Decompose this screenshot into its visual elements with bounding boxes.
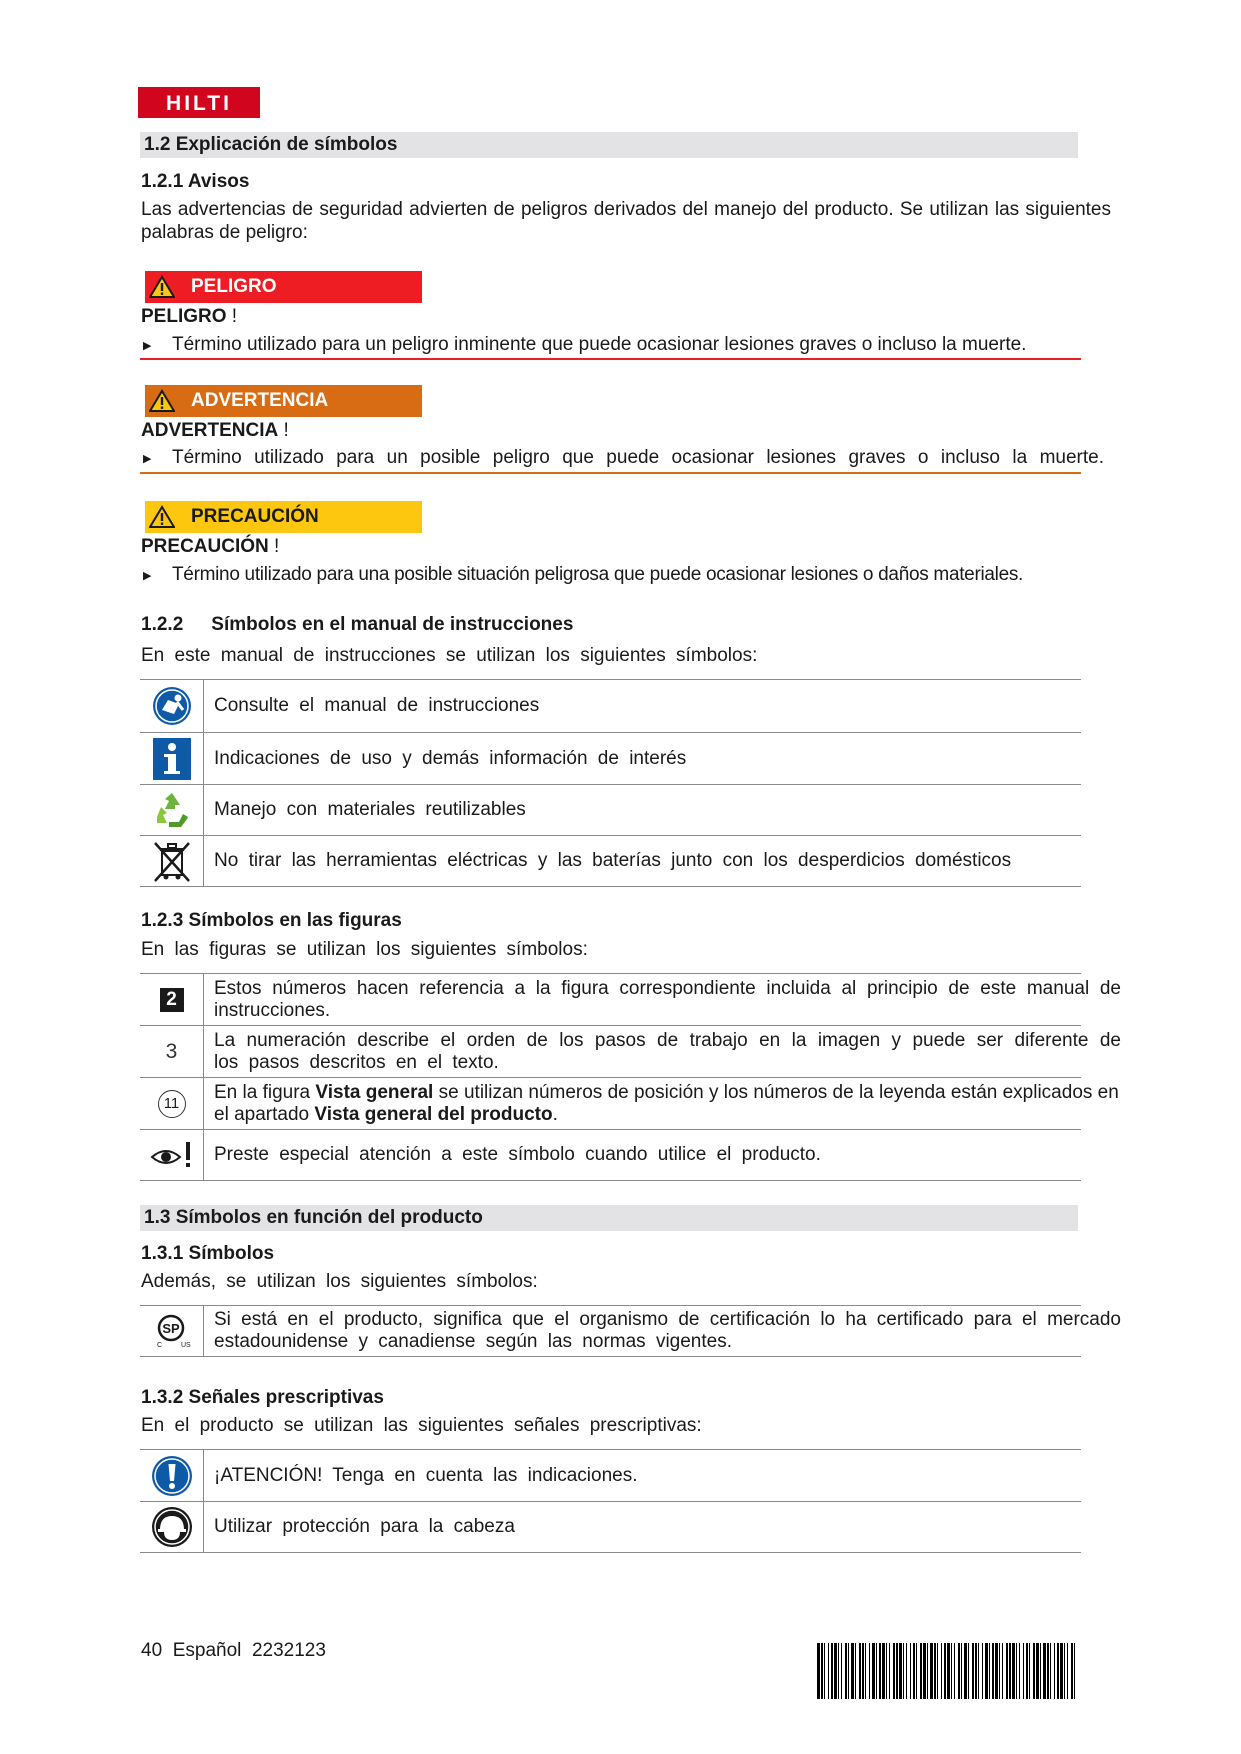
- barcode-bar: [903, 1643, 904, 1699]
- barcode-bar: [1043, 1643, 1046, 1699]
- signal-banner-warning: [145, 385, 422, 417]
- paragraph-manual-symbols: En este manual de instrucciones se utilizan los siguientes símbolos:: [141, 645, 758, 666]
- barcode-bar: [834, 1643, 837, 1699]
- page-footer: [141, 1640, 326, 1662]
- table-row: [140, 1129, 1081, 1181]
- table-row: [140, 679, 1081, 732]
- hilti-logo: [138, 87, 260, 118]
- svg-text:SP: SP: [161, 1321, 180, 1336]
- barcode-bar: [951, 1643, 952, 1699]
- barcode-bar: [1064, 1643, 1065, 1699]
- table-row: [140, 1449, 1081, 1501]
- table-row: [140, 1077, 1119, 1129]
- signal-banner-caution: [145, 501, 422, 533]
- divider-danger: [140, 358, 1081, 360]
- barcode-bar: [848, 1643, 849, 1699]
- signal-label: PELIGRO: [191, 276, 277, 297]
- table-cell-text: ¡ATENCIÓN! Tenga en cuenta las indicaciones.: [214, 1464, 638, 1486]
- barcode-bar: [906, 1643, 907, 1699]
- barcode-bar: [927, 1643, 928, 1699]
- table-row: [140, 1305, 1121, 1357]
- barcode-bar: [1050, 1643, 1051, 1699]
- barcode-bar: [1057, 1643, 1059, 1699]
- barcode-bar: [838, 1643, 839, 1699]
- barcode-bar: [896, 1643, 898, 1699]
- heading-1-2-2: 1.2.2 Símbolos en el manual de instrucciones: [141, 614, 574, 635]
- table-cell-text: Estos números hacen referencia a la figura correspondiente incluida al principio de este manual de instrucciones.: [214, 977, 1121, 1021]
- barcode-bar: [968, 1643, 969, 1699]
- figure-number-box-icon: 2: [160, 988, 184, 1012]
- barcode-bar: [1067, 1643, 1068, 1699]
- table-cell-text: En la figura Vista general se utilizan números de posición y los números de la leyenda están explicados en el apartado Vista general del producto.: [214, 1081, 1119, 1125]
- barcode-bar: [821, 1643, 823, 1699]
- step-number-icon: 3: [165, 1039, 178, 1063]
- barcode-bar: [889, 1643, 890, 1699]
- section-heading-1-3: 1.3 Símbolos en función del producto: [140, 1205, 1078, 1231]
- csa-certification-icon: [152, 1311, 192, 1351]
- barcode-bar: [872, 1643, 875, 1699]
- table-row: [140, 1501, 1081, 1553]
- barcode-bar: [841, 1643, 842, 1699]
- heading-1-2-3: 1.2.3 Símbolos en las figuras: [141, 910, 402, 931]
- footer-language: Español: [172, 1640, 242, 1661]
- table-row: [140, 835, 1081, 887]
- bullet-triangle-icon: ▶: [143, 453, 152, 465]
- barcode-bar: [1019, 1643, 1020, 1699]
- barcode-bar: [978, 1643, 979, 1699]
- table-row: [140, 732, 1081, 784]
- barcode-bar: [862, 1643, 864, 1699]
- recycle-icon: [151, 789, 193, 831]
- barcode-bar: [975, 1643, 977, 1699]
- barcode-bar: [958, 1643, 960, 1699]
- info-icon: [152, 737, 192, 781]
- warning-triangle-icon: [149, 275, 175, 299]
- barcode-bar: [947, 1643, 950, 1699]
- barcode-bar: [916, 1643, 917, 1699]
- barcode-bar: [1012, 1643, 1015, 1699]
- crossed-bin-icon: [151, 839, 193, 883]
- heading-1-3-2: 1.3.2 Señales prescriptivas: [141, 1387, 384, 1408]
- barcode-bar: [972, 1643, 974, 1699]
- divider-warning: [140, 472, 1081, 474]
- barcode-bar: [989, 1643, 990, 1699]
- barcode-bar: [879, 1643, 881, 1699]
- barcode-bar: [865, 1643, 866, 1699]
- barcode-bar: [869, 1643, 870, 1699]
- svg-text:US: US: [180, 1342, 191, 1349]
- barcode-bar: [941, 1643, 942, 1699]
- table-row: [140, 1025, 1121, 1077]
- warning-triangle-icon: [149, 505, 175, 529]
- barcode-bar: [1033, 1643, 1035, 1699]
- barcode-bar: [910, 1643, 911, 1699]
- barcode-bar: [923, 1643, 926, 1699]
- barcode-bar: [982, 1643, 983, 1699]
- signal-word-warning: ADVERTENCIA !: [141, 420, 289, 441]
- table-cell-text: Manejo con materiales reutilizables: [214, 799, 526, 820]
- barcode-bar: [995, 1643, 998, 1699]
- logo-text: HILTI: [166, 92, 232, 115]
- barcode-bar: [913, 1643, 915, 1699]
- footer-doc-number: 2232123: [251, 1640, 326, 1661]
- signal-word-caution: PRECAUCIÓN !: [141, 536, 280, 557]
- barcode-bar: [1023, 1643, 1024, 1699]
- paragraph-mandatory-signs: En el producto se utilizan las siguientes señales prescriptivas:: [141, 1415, 702, 1436]
- table-row: [140, 973, 1121, 1025]
- table-cell-text: No tirar las herramientas eléctricas y las baterías junto con los desperdicios domésticos: [214, 850, 1012, 871]
- barcode-bar: [893, 1643, 895, 1699]
- barcode-bar: [954, 1643, 955, 1699]
- barcode-bar: [1026, 1643, 1028, 1699]
- svg-text:C: C: [156, 1342, 162, 1349]
- barcode-bar: [1060, 1643, 1063, 1699]
- barcode-bar: [817, 1643, 820, 1699]
- table-cell-text: Preste especial atención a este símbolo cuando utilice el producto.: [214, 1144, 821, 1165]
- position-number-circle-icon: 11: [158, 1090, 186, 1118]
- barcode-bar: [876, 1643, 877, 1699]
- heading-1-2-1: 1.2.1 Avisos: [141, 171, 250, 192]
- table-cell-text: Si está en el producto, significa que el organismo de certificación lo ha certificado para el mercado estadounidense y canadiense según las normas vigentes.: [214, 1309, 1121, 1352]
- table-cell-text: Indicaciones de uso y demás información de interés: [214, 747, 687, 769]
- barcode-bar: [920, 1643, 922, 1699]
- bullet-triangle-icon: ▶: [143, 340, 152, 352]
- signal-word-danger: PELIGRO !: [141, 306, 238, 327]
- barcode-bar: [899, 1643, 902, 1699]
- barcode-bar: [930, 1643, 933, 1699]
- signal-label: PRECAUCIÓN: [191, 506, 319, 527]
- signal-banner-danger: [145, 271, 422, 303]
- barcode-bar: [964, 1643, 967, 1699]
- eye-attention-icon: [150, 1140, 194, 1170]
- bullet-triangle-icon: ▶: [143, 570, 152, 582]
- barcode-bar: [1054, 1643, 1055, 1699]
- barcode-bar: [999, 1643, 1000, 1699]
- barcode-bar: [1006, 1643, 1008, 1699]
- barcode-bar: [882, 1643, 885, 1699]
- barcode-bar: [859, 1643, 861, 1699]
- barcode-bar: [1074, 1643, 1075, 1699]
- barcode: [817, 1643, 1076, 1699]
- table-row: [140, 784, 1081, 835]
- heading-1-3-1: 1.3.1 Símbolos: [141, 1243, 275, 1264]
- barcode-bar: [1002, 1643, 1003, 1699]
- barcode-bar: [851, 1643, 854, 1699]
- paragraph-avisos: Las advertencias de seguridad advierten de peligros derivados del manejo del producto. Se utilizan las siguientes palabras de peligro:: [141, 199, 1111, 243]
- warning-triangle-icon: [149, 389, 175, 413]
- barcode-bar: [1036, 1643, 1039, 1699]
- barcode-bar: [1047, 1643, 1049, 1699]
- table-cell-text: La numeración describe el orden de los pasos de trabajo en la imagen y puede ser diferente de los pasos descritos en el texto.: [214, 1029, 1121, 1073]
- barcode-bar: [1016, 1643, 1017, 1699]
- barcode-bar: [824, 1643, 825, 1699]
- barcode-bar: [961, 1643, 962, 1699]
- barcode-bar: [1040, 1643, 1041, 1699]
- signal-label: ADVERTENCIA: [191, 390, 329, 411]
- barcode-bar: [828, 1643, 829, 1699]
- paragraph-figure-symbols: En las figuras se utilizan los siguientes símbolos:: [141, 939, 588, 960]
- barcode-bar: [1029, 1643, 1030, 1699]
- barcode-bar: [1071, 1643, 1073, 1699]
- section-heading-1-2: 1.2 Explicación de símbolos: [140, 132, 1078, 158]
- barcode-bar: [1009, 1643, 1011, 1699]
- table-cell-text: Utilizar protección para la cabeza: [214, 1516, 515, 1537]
- page-number: 40: [141, 1640, 163, 1661]
- barcode-bar: [992, 1643, 994, 1699]
- barcode-bar: [937, 1643, 938, 1699]
- barcode-bar: [855, 1643, 856, 1699]
- barcode-bar: [845, 1643, 847, 1699]
- attention-mandatory-icon: [151, 1455, 193, 1497]
- barcode-bar: [944, 1643, 946, 1699]
- paragraph-product-symbols: Además, se utilizan los siguientes símbolos:: [141, 1271, 538, 1292]
- head-protection-icon: [151, 1506, 193, 1548]
- barcode-bar: [831, 1643, 833, 1699]
- barcode-bar: [934, 1643, 936, 1699]
- barcode-bar: [985, 1643, 988, 1699]
- manual-icon: [152, 686, 192, 726]
- table-cell-text: Consulte el manual de instrucciones: [214, 695, 540, 716]
- barcode-bar: [886, 1643, 887, 1699]
